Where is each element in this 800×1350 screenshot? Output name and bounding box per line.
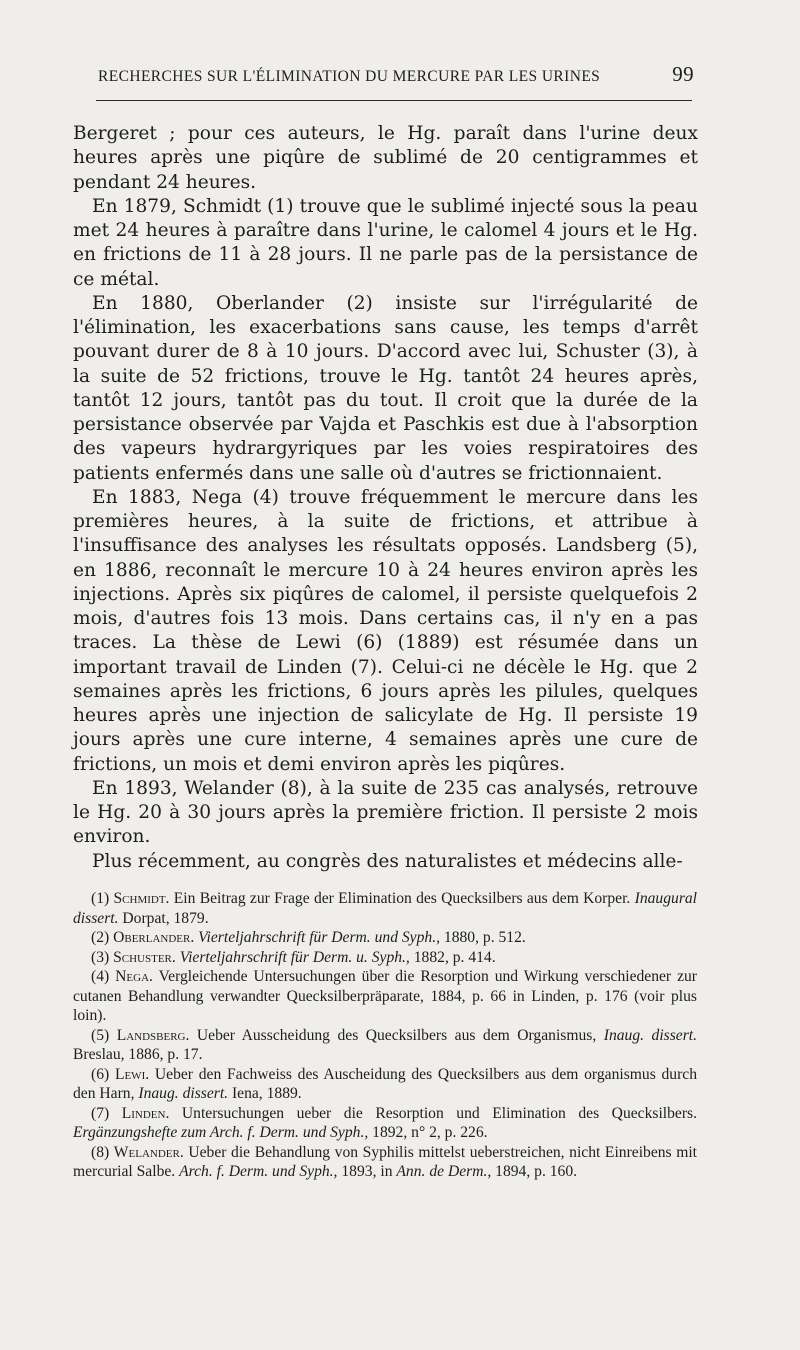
footnote-italic: Inaugural dissert. — [73, 890, 698, 927]
footnote-tail: Dorpat, 1879. — [122, 909, 209, 927]
footnote-tail: 1894, p. 160. — [495, 1163, 578, 1180]
footnote-author: Oberlander. — [113, 929, 195, 946]
footnote — [73, 1065, 697, 1104]
footnote-text: Vergleichende Untersuchungen über die Resorption und Wirkung verschiedener zur cutanen Behandlung verwandter Quecksilberpräparate, 1884, p. 66 in Linden, p. 176 (voir plus loin). — [73, 968, 697, 1024]
footnote-italic: Inaug. dissert. — [138, 1085, 229, 1102]
footnotes — [73, 889, 697, 1182]
paragraph: En 1880, Oberlander (2) insiste sur l'irrégularité de l'élimination, les exacerbations sans cause, les temps d'arrêt pouvant durer de 8 à 10 jours. D'accord avec lui, Schuster (3), à la suite de 52 frictions, trouve le Hg. tantôt 24 heures après, tantôt 12 jours, tantôt pas du tout. Il croit que la durée de la persistance observée par Vajda et Paschkis est due à l'absorption des vapeurs hydrargyriques par les voies respiratoires des patients enfermés dans une salle où d'autres se frictionnaient. — [73, 292, 698, 484]
footnote — [73, 1143, 697, 1182]
footnote-number: (7) — [91, 1104, 110, 1122]
footnote-italic: Inaug. dissert. — [603, 1026, 698, 1044]
footnote-text: Untersuchungen ueber die Resorption und Elimination des Quecksilbers. — [181, 1104, 697, 1122]
footnote — [73, 967, 697, 1026]
footnote-text: Ueber die Behandlung von Syphilis mittelst ueberstreichen, nicht Einreibens mit mercurial Salbe. — [73, 1143, 698, 1180]
footnote-italic: Arch. f. Derm. und Syph., — [179, 1163, 338, 1180]
footnote-author: Schuster. — [113, 948, 176, 966]
page-number: 99 — [672, 62, 694, 86]
footnote-author: Nega. — [115, 968, 153, 985]
footnote-tail: 1882, p. 414. — [413, 948, 496, 966]
footnote-author: Welander. — [113, 1143, 184, 1161]
footnote-number: (8) — [91, 1143, 110, 1161]
footnote — [73, 928, 697, 948]
footnote — [73, 948, 697, 968]
footnote-author: Landsberg. — [116, 1026, 190, 1044]
footnote-number: (5) — [91, 1026, 110, 1044]
footnote-number: (4) — [91, 968, 110, 985]
footnote — [73, 1026, 697, 1065]
footnote-text: Ueber den Fachweiss des Auscheidung des Quecksilbers aus dem organismus durch den Harn, — [73, 1065, 697, 1102]
footnote-number: (6) — [91, 1065, 110, 1083]
footnote-number: (2) — [91, 929, 110, 946]
footnote-tail: Breslau, 1886, p. 17. — [73, 1046, 203, 1063]
paragraph: En 1893, Welander (8), à la suite de 235 cas analysés, retrouve le Hg. 20 à 30 jours après la première friction. Il persiste 2 mois environ. — [73, 777, 698, 848]
footnote-italic: Vierteljahrschrift für Derm. u. Syph., — [179, 948, 410, 966]
paragraph: En 1879, Schmidt (1) trouve que le sublimé injecté sous la peau met 24 heures à paraître dans l'urine, le calomel 4 jours et le Hg. en frictions de 11 à 28 jours. Il ne parle pas de la persistance de ce métal. — [73, 195, 698, 290]
paragraph: En 1883, Nega (4) trouve fréquemment le mercure dans les premières heures, à la suite de frictions, et attribue à l'insuffisance des analyses les résultats opposés. Landsberg (5), en 1886, reconnaît le mercure 10 à 24 heures environ après les injections. Après six piqûres de calomel, il persiste quelquefois 2 mois, d'autres fois 13 mois. Dans certains cas, il n'y en a pas traces. La thèse de Lewi (6) (1889) est résumée dans un important travail de Linden (7). Celui-ci ne décèle le Hg. que 2 semaines après les frictions, 6 jours après les pilules, quelques heures après une injection de salicylate de Hg. Il persiste 19 jours après une cure interne, 4 semaines après une cure de frictions, un mois et demi environ après les piqûres. — [73, 486, 698, 775]
footnote-tail: 1893, in — [341, 1163, 393, 1180]
paragraph: Bergeret ; pour ces auteurs, le Hg. paraît dans l'urine deux heures après une piqûre de sublimé de 20 centigrammes et pendant 24 heures. — [73, 123, 698, 193]
footnote-text: Ein Beitrag zur Frage der Elimination des Quecksilbers aus dem Korper. — [173, 890, 631, 907]
page-header — [98, 62, 696, 92]
footnote-number: (3) — [91, 948, 110, 966]
footnote-italic: Vierteljahrschrift für Derm. und Syph., — [198, 929, 440, 946]
footnote-number: (1) — [91, 890, 110, 907]
footnote-italic: Ergänzungshefte zum Arch. f. Derm. und Syph., — [73, 1124, 369, 1141]
header-rule — [96, 100, 692, 101]
footnote — [73, 889, 697, 928]
footnote-author: Schmidt. — [113, 890, 170, 907]
footnote — [73, 1104, 697, 1143]
footnote-italic: Ann. de Derm., — [396, 1163, 492, 1180]
footnote-tail: 1892, n° 2, p. 226. — [372, 1124, 488, 1141]
running-title: RECHERCHES SUR L'ÉLIMINATION DU MERCURE PAR LES URINES — [98, 68, 601, 85]
footnote-author: Lewi. — [114, 1065, 150, 1083]
footnote-tail: Iena, 1889. — [231, 1085, 302, 1102]
footnote-tail: 1880, p. 512. — [443, 929, 526, 946]
footnote-text: Ueber Ausscheidung des Quecksilbers aus dem Organismus, — [196, 1026, 597, 1044]
main-text — [73, 122, 698, 874]
paragraph: Plus récemment, au congrès des naturalistes et médecins alle- — [92, 850, 683, 872]
footnote-author: Linden. — [121, 1104, 170, 1122]
